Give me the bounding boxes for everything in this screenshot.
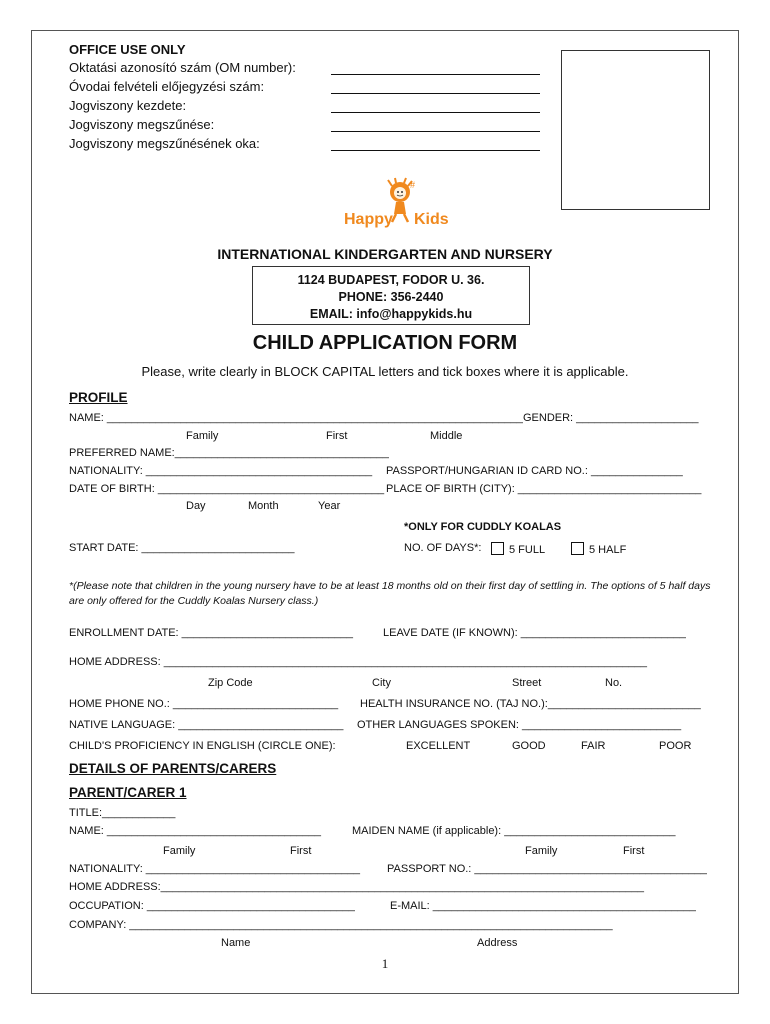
name-sub-first: First xyxy=(326,430,348,442)
proficiency-fair[interactable]: FAIR xyxy=(581,740,606,752)
company-sub-name: Name xyxy=(221,937,251,949)
termination-reason-field[interactable] xyxy=(331,150,540,151)
photo-box xyxy=(561,50,710,210)
enrollment-end-field[interactable] xyxy=(331,131,540,132)
date-of-birth-field[interactable]: DATE OF BIRTH: _____________________________________ xyxy=(69,483,385,495)
termination-reason-label: Jogviszony megszűnésének oka: xyxy=(69,136,260,151)
passport-id-field[interactable]: PASSPORT/HUNGARIAN ID CARD NO.: _______________ xyxy=(386,465,683,477)
home-phone-field[interactable]: HOME PHONE NO.: ___________________________ xyxy=(69,698,339,710)
svg-text:Happy: Happy xyxy=(344,211,393,228)
name-sub-middle: Middle xyxy=(430,430,463,442)
carer1-title-field[interactable]: TITLE:____________ xyxy=(69,807,176,819)
carer1-home-address-field[interactable]: HOME ADDRESS:_______________________________________________________________________________ xyxy=(69,881,644,893)
child-name-field[interactable]: NAME: ____________________________________________________________________ xyxy=(69,412,523,424)
dob-sub-year: Year xyxy=(318,500,341,512)
carer-name-sub-family: Family xyxy=(163,845,196,857)
address-sub-zip: Zip Code xyxy=(208,677,253,689)
dob-sub-month: Month xyxy=(248,500,279,512)
instructions: Please, write clearly in BLOCK CAPITAL letters and tick boxes where it is applicable. xyxy=(141,364,629,379)
proficiency-good[interactable]: GOOD xyxy=(512,740,546,752)
preregistration-label: Óvodai felvételi előjegyzési szám: xyxy=(69,79,265,94)
company-sub-address: Address xyxy=(477,937,518,949)
five-half-checkbox[interactable] xyxy=(571,542,584,555)
nursery-footnote: *(Please note that children in the young nursery have to be at least 18 months old on their first day of settling in. The options of 5 half days are only offered for the Cuddly Koalas Nursery class.) xyxy=(69,580,711,607)
carer1-passport-field[interactable]: PASSPORT NO.: ______________________________________ xyxy=(387,863,707,875)
enrollment-date-field[interactable]: ENROLLMENT DATE: ____________________________ xyxy=(69,627,353,639)
dob-sub-day: Day xyxy=(186,500,206,512)
carer1-company-field[interactable]: COMPANY: _______________________________________________________________________________ xyxy=(69,919,613,931)
other-languages-field[interactable]: OTHER LANGUAGES SPOKEN: __________________________ xyxy=(357,719,682,731)
svg-text:Kids: Kids xyxy=(414,211,449,228)
happy-kids-logo xyxy=(340,176,460,234)
place-of-birth-field[interactable]: PLACE OF BIRTH (CITY): ______________________________ xyxy=(386,483,702,495)
five-half-option[interactable] xyxy=(571,542,626,556)
five-half-label: 5 HALF xyxy=(589,544,627,556)
carer1-email-field[interactable]: E-MAIL: ___________________________________________ xyxy=(390,900,696,912)
school-address: 1124 BUDAPEST, FODOR U. 36. xyxy=(297,273,485,287)
health-insurance-field[interactable]: HEALTH INSURANCE NO. (TAJ NO.):_________________________ xyxy=(360,698,701,710)
maiden-sub-family: Family xyxy=(525,845,558,857)
preregistration-field[interactable] xyxy=(331,93,540,94)
profile-heading: PROFILE xyxy=(69,390,128,405)
five-full-checkbox[interactable] xyxy=(491,542,504,555)
english-proficiency-label: CHILD'S PROFICIENCY IN ENGLISH (CIRCLE ONE): xyxy=(69,740,336,752)
enrollment-end-label: Jogviszony megszűnése: xyxy=(69,117,215,132)
address-sub-city: City xyxy=(372,677,391,689)
leave-date-field[interactable]: LEAVE DATE (IF KNOWN): ___________________________ xyxy=(383,627,686,639)
child-home-address-field[interactable]: HOME ADDRESS: _______________________________________________________________________________ xyxy=(69,656,648,668)
carer1-occupation-field[interactable]: OCCUPATION: __________________________________ xyxy=(69,900,355,912)
enrollment-start-field[interactable] xyxy=(331,112,540,113)
school-email: EMAIL: info@happykids.hu xyxy=(309,307,473,321)
carer1-name-field[interactable]: NAME: ___________________________________ xyxy=(69,825,322,837)
carer1-heading: PARENT/CARER 1 xyxy=(69,785,187,800)
five-full-option[interactable] xyxy=(491,542,545,556)
carer1-nationality-field[interactable]: NATIONALITY: ___________________________________ xyxy=(69,863,360,875)
om-number-label: Oktatási azonosító szám (OM number): xyxy=(69,60,296,75)
native-language-field[interactable]: NATIVE LANGUAGE: ___________________________ xyxy=(69,719,344,731)
proficiency-excellent[interactable]: EXCELLENT xyxy=(406,740,471,752)
maiden-sub-first: First xyxy=(623,845,645,857)
parents-heading: DETAILS OF PARENTS/CARERS xyxy=(69,761,277,776)
proficiency-poor[interactable]: POOR xyxy=(659,740,692,752)
five-full-label: 5 FULL xyxy=(509,544,546,556)
school-name: INTERNATIONAL KINDERGARTEN AND NURSERY xyxy=(217,246,553,262)
carer1-maiden-name-field[interactable]: MAIDEN NAME (if applicable): ____________________________ xyxy=(352,825,676,837)
svg-text:#: # xyxy=(410,180,416,190)
form-title: CHILD APPLICATION FORM xyxy=(252,332,518,354)
address-sub-no: No. xyxy=(605,677,623,689)
school-phone: PHONE: 356-2440 xyxy=(338,290,444,304)
child-nationality-field[interactable]: NATIONALITY: _____________________________________ xyxy=(69,465,373,477)
gender-field[interactable]: GENDER: ____________________ xyxy=(523,412,699,424)
om-number-field[interactable] xyxy=(331,74,540,75)
cuddly-koalas-note: *ONLY FOR CUDDLY KOALAS xyxy=(404,521,562,533)
no-of-days-label: NO. OF DAYS*: xyxy=(404,542,482,554)
contact-box xyxy=(252,266,530,325)
page-number: 1 xyxy=(381,956,389,971)
enrollment-start-label: Jogviszony kezdete: xyxy=(69,98,187,113)
start-date-field[interactable]: START DATE: _________________________ xyxy=(69,542,295,554)
name-sub-family: Family xyxy=(186,430,219,442)
office-use-title: OFFICE USE ONLY xyxy=(69,42,186,57)
carer-name-sub-first: First xyxy=(290,845,312,857)
preferred-name-field[interactable]: PREFERRED NAME:___________________________________ xyxy=(69,447,389,459)
address-sub-street: Street xyxy=(512,677,542,689)
